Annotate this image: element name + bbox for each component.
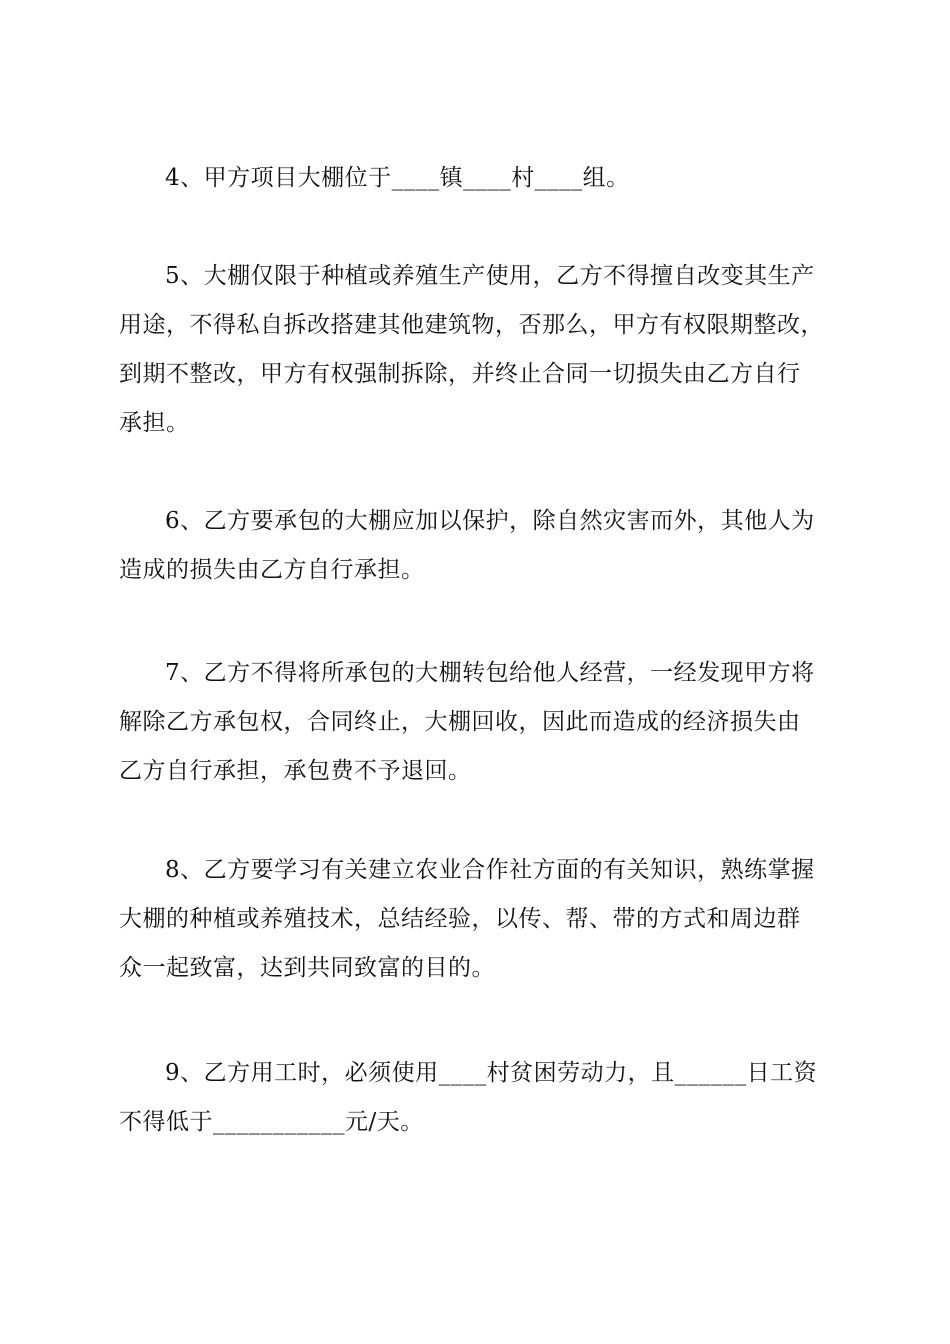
clause-line: 造成的损失由乙方自行承担。 [119, 557, 425, 583]
clause-line: 乙方自行承担，承包费不予退回。 [119, 758, 472, 784]
clause-line: 6、乙方要承包的大棚应加以保护，除自然灾害而外，其他人为 [165, 508, 815, 534]
clause-6 [119, 497, 839, 595]
clause-line: 大棚的种植或养殖技术，总结经验，以传、帮、带的方式和周边群 [119, 906, 801, 932]
clause-5 [119, 252, 839, 448]
clause-line: 到期不整改，甲方有权强制拆除，并终止合同一切损失由乙方自行 [119, 361, 801, 387]
clause-line: 不得低于___________元/天。 [119, 1109, 424, 1135]
clause-7 [119, 649, 839, 796]
clause-line: 8、乙方要学习有关建立农业合作社方面的有关知识，熟练掌握 [165, 857, 815, 883]
clause-line: 7、乙方不得将所承包的大棚转包给他人经营，一经发现甲方将 [165, 660, 815, 686]
clause-line: 承担。 [119, 410, 190, 436]
clause-line: 4、甲方项目大棚位于____镇____村____组。 [165, 165, 630, 191]
clause-line: 9、乙方用工时，必须使用____村贫困劳动力，且______日工资 [165, 1060, 818, 1086]
clause-line: 5、大棚仅限于种植或养殖生产使用，乙方不得擅自改变其生产 [165, 263, 815, 289]
clause-line: 用途，不得私自拆改搭建其他建筑物，否那么，甲方有权限期整改， [119, 312, 824, 338]
clause-9 [119, 1049, 839, 1147]
clause-8 [119, 846, 839, 993]
clause-line: 解除乙方承包权，合同终止，大棚回收，因此而造成的经济损失由 [119, 709, 801, 735]
clause-4 [119, 154, 839, 203]
clause-line: 众一起致富，达到共同致富的目的。 [119, 955, 495, 981]
